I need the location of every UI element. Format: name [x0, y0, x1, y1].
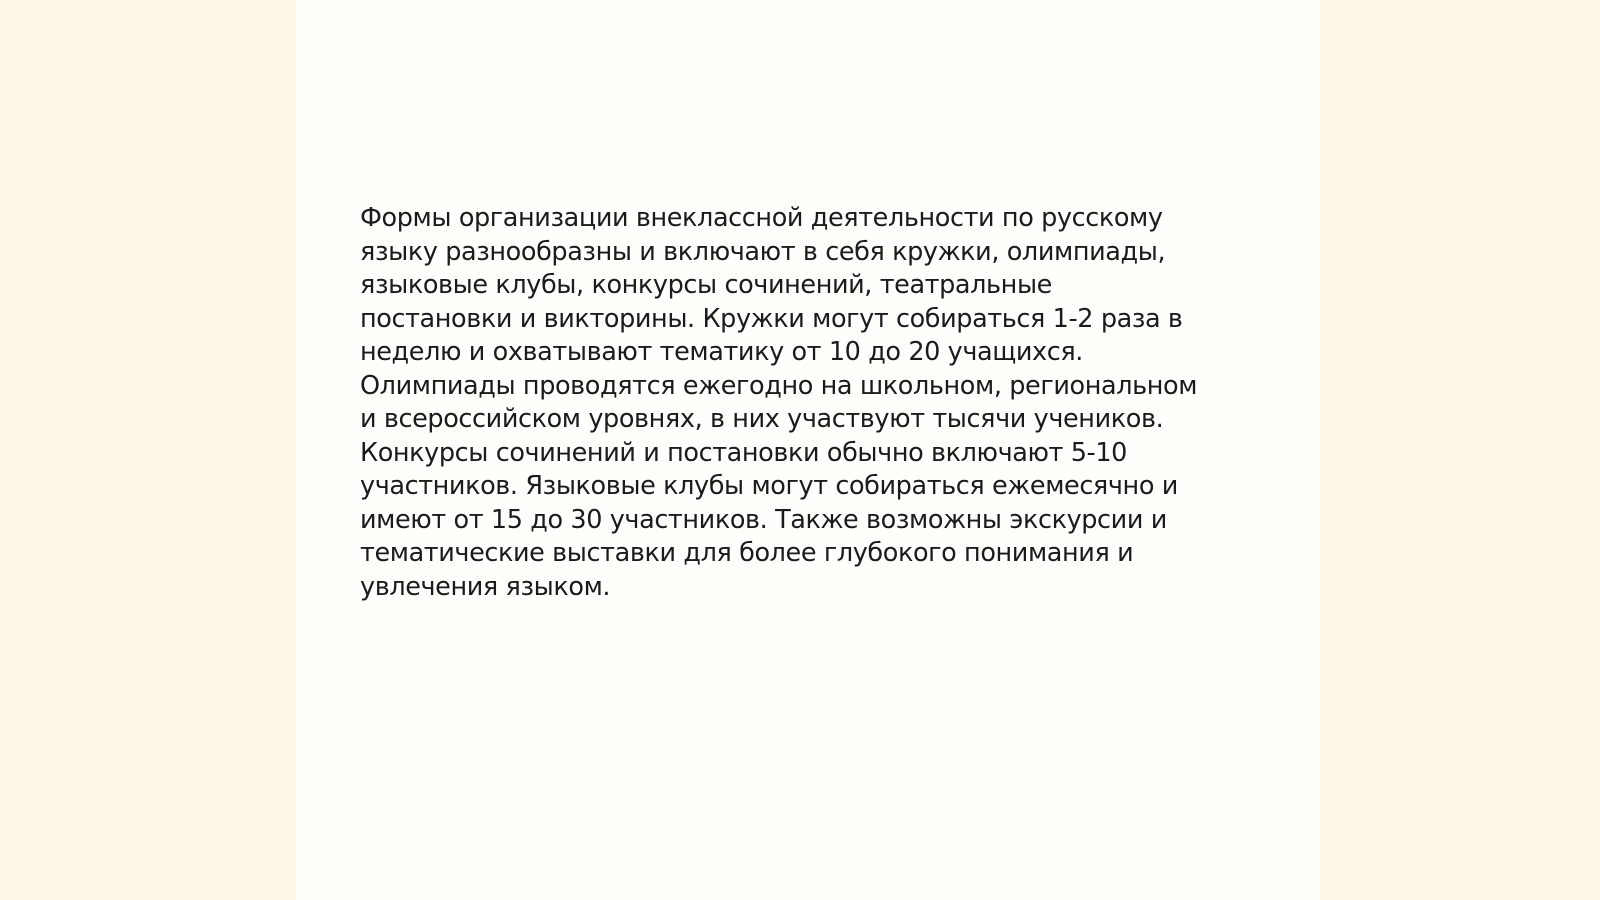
paragraph-line: неделю и охватывают тематику от 10 до 20 учащихся.	[360, 337, 1084, 367]
paragraph-line: Конкурсы сочинений и постановки обычно включают 5-10	[360, 437, 1127, 468]
paragraph-line: Олимпиады проводятся ежегодно на школьном, региональном	[360, 370, 1198, 401]
paragraph-line: и всероссийском уровнях, в них участвуют тысячи учеников.	[360, 404, 1164, 434]
body-paragraph	[360, 202, 1260, 604]
paragraph-line: тематические выставки для более глубокого понимания и	[360, 538, 1134, 568]
slide-page	[296, 0, 1320, 900]
paragraph-line: участников. Языковые клубы могут собираться ежемесячно и	[360, 471, 1178, 501]
paragraph-line: постановки и викторины. Кружки могут собираться 1-2 раза в	[360, 303, 1183, 334]
paragraph-line: языку разнообразны и включают в себя кружки, олимпиады,	[360, 236, 1166, 267]
paragraph-line: языковые клубы, конкурсы сочинений, театральные	[360, 270, 1052, 300]
paragraph-line: Формы организации внеклассной деятельности по русскому	[360, 203, 1163, 233]
paragraph-line: имеют от 15 до 30 участников. Также возможны экскурсии и	[360, 504, 1167, 535]
paragraph-line: увлечения языком.	[360, 571, 611, 602]
